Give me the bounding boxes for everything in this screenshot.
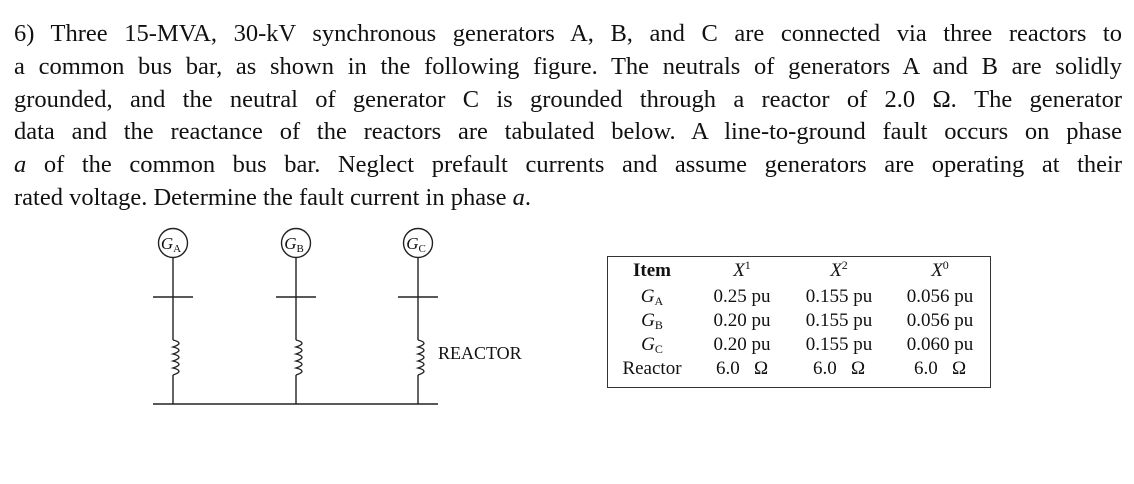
problem-line-text: rated voltage. Determine the fault current in phase xyxy=(14,183,513,211)
table-row xyxy=(608,309,990,333)
row-item: $G_A$ xyxy=(640,286,664,308)
row-x0: 6.0 Ω xyxy=(913,358,967,379)
row-x0: 0.056 pu xyxy=(906,310,974,331)
problem-line: a common bus bar, as shown in the following figure. The neutrals of generators A and B are solidly xyxy=(14,52,1122,80)
row-x1: 0.20 pu xyxy=(713,310,771,331)
table-row xyxy=(608,285,990,309)
generator-b-label: GB xyxy=(284,234,304,255)
phase-a-italic: a xyxy=(512,183,525,211)
generator-a-label: GA xyxy=(160,234,182,255)
row-x2: 6.0 Ω xyxy=(812,358,866,379)
header-item: Item xyxy=(633,260,671,281)
table-header-row xyxy=(608,257,990,285)
row-x2: 0.155 pu xyxy=(805,286,873,307)
phase-a-italic: a xyxy=(14,151,27,179)
table-row xyxy=(608,357,990,381)
problem-line: data and the reactance of the reactors are tabulated below. A line-to-ground fault occurs on phase xyxy=(14,118,1122,146)
table-row xyxy=(608,333,990,357)
row-x1: 0.25 pu xyxy=(713,286,771,307)
header-x1: $X^1$ xyxy=(733,258,751,281)
row-x0: 0.060 pu xyxy=(906,334,974,355)
reactor-b-coil xyxy=(296,340,302,375)
generator-c-label: GC xyxy=(406,234,426,255)
row-x1: 0.20 pu xyxy=(713,334,771,355)
problem-line: 6) Three 15-MVA, 30-kV synchronous generators A, B, and C are connected via three reactors to xyxy=(14,20,1122,47)
row-item: $G_C$ xyxy=(641,334,663,356)
row-x0: 0.056 pu xyxy=(906,286,974,307)
problem-line-text: of the common bus bar. Neglect prefault currents and assume generators are operating at their xyxy=(26,151,1122,179)
row-x1: 6.0 Ω xyxy=(715,358,769,379)
row-x2: 0.155 pu xyxy=(805,334,873,355)
row-item: Reactor xyxy=(622,358,682,379)
reactance-table xyxy=(607,256,991,388)
header-x2: $X^2$ xyxy=(830,258,848,281)
header-x0: $X^0$ xyxy=(931,258,949,281)
reactor-label: REACTOR xyxy=(438,343,522,363)
reactor-a-coil xyxy=(173,340,179,375)
row-item: $G_B$ xyxy=(641,310,663,332)
problem-line: grounded, and the neutral of generator C is grounded through a reactor of 2.0 Ω. The generator xyxy=(14,85,1122,113)
problem-line-text: . xyxy=(524,183,532,211)
reactor-c-coil xyxy=(418,340,424,375)
row-x2: 0.155 pu xyxy=(805,310,873,331)
